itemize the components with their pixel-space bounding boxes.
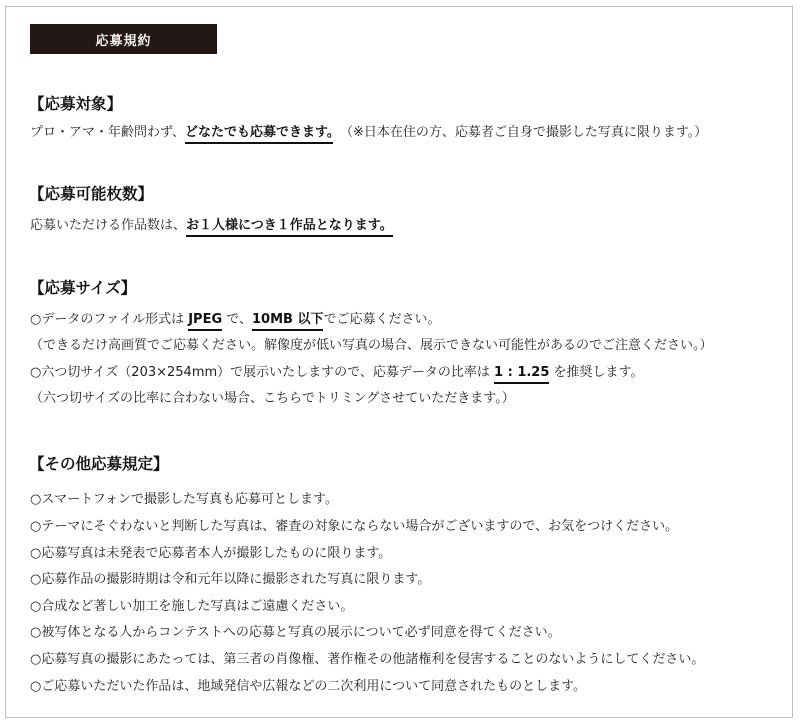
rule-item: ○スマートフォンで撮影した写真も応募可とします。 [30,492,339,507]
size-format-text [30,311,441,329]
target-text-post: （※日本在住の方、応募者ご自身で撮影した写真に限ります。） [333,125,708,140]
size-ratio-value: 1 : 1.25 [494,365,549,384]
rule-item: ○合成など著しい加工を施した写真はご遠慮ください。 [30,599,354,614]
rule-item: ○ご応募いただいた作品は、地域発信や広報などの二次利用について同意されたものとします。 [30,679,587,694]
size-ratio-pre: ○六つ切サイズ（203×254mm）で展示いたしますので、応募データの比率は [30,365,495,380]
rule-item: ○被写体となる人からコンテストへの応募と写真の展示について必ず同意を得てください。 [30,625,561,640]
size-format-limit: 10MB 以下 [252,312,323,331]
section-title-size: 【応募サイズ】 [29,279,137,297]
rule-item: ○応募写真の撮影にあたっては、第三者の肖像権、著作権その他諸権利を侵害することのないようにしてください。 [30,652,705,667]
size-ratio-post: を推奨します。 [549,365,644,380]
rule-item: ○応募写真は未発表で応募者本人が撮影したものに限ります。 [30,546,392,561]
target-emphasis: どなたでも応募できます。 [185,125,333,144]
size-quality-note: （できるだけ高画質でご応募ください。解像度が低い写真の場合、展示できない可能性があるのでご注意ください。） [30,338,713,353]
rule-item: ○応募作品の撮影時期は令和元年以降に撮影された写真に限ります。 [30,572,431,587]
section-title-other: 【その他応募規定】 [29,455,169,473]
page-title: 応募規約 [30,24,217,54]
size-format-pre: ○データのファイル形式は [30,312,189,327]
size-format-post: でご応募ください。 [323,312,441,327]
section-title-target: 【応募対象】 [29,95,123,113]
count-text [30,217,393,235]
section-title-count: 【応募可能枚数】 [29,185,154,203]
size-trim-note: （六つ切サイズの比率に合わない場合、こちらでトリミングさせていただきます。） [30,391,515,406]
rule-item: ○テーマにそぐわないと判断した写真は、審査の対象にならない場合がございますので、お気をつけください。 [30,519,679,534]
size-ratio-text [30,364,644,382]
count-emphasis: お１人様につき１作品となります。 [186,218,393,237]
target-text-pre: プロ・アマ・年齢問わず、 [30,125,185,140]
count-text-pre: 応募いただける作品数は、 [30,218,187,233]
size-format-mid: で、 [222,312,253,327]
size-format-jpeg: JPEG [188,312,222,331]
target-text [30,124,707,142]
